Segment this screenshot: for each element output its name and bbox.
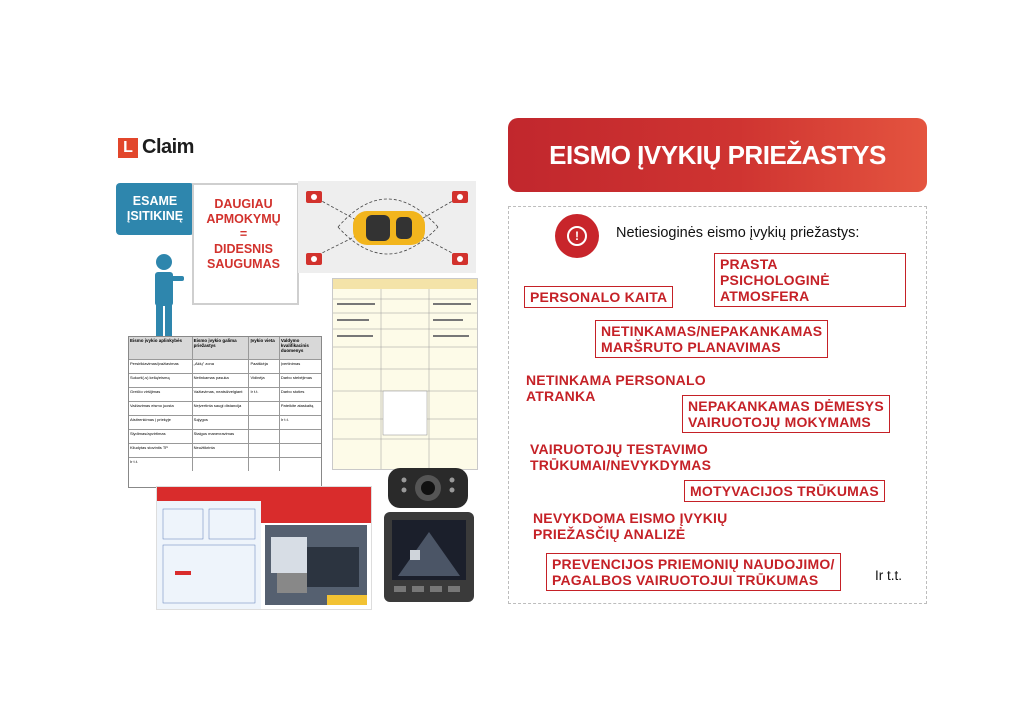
cause-text: ATRANKA xyxy=(526,388,596,404)
table-cell xyxy=(249,416,279,429)
cause-text: PREVENCIJOS PRIEMONIŲ NAUDOJIMO/ xyxy=(552,556,835,572)
car-blind-spot-illustration xyxy=(298,181,476,273)
causes-subtitle: Netiesioginės eismo įvykių priežastys: xyxy=(616,225,860,241)
page-title: EISMO ĮVYKIŲ PRIEŽASTYS xyxy=(508,118,927,192)
table-header-cell: Eismo įvykio galima priežastys xyxy=(193,337,250,359)
table-header-cell: Eismo įvykio aplinkybės xyxy=(129,337,193,359)
table-cell: Važiavimas eismo juosta xyxy=(129,402,193,415)
table-cell: Įvertinimas xyxy=(280,361,301,366)
table-cell: Netinkamas pasuka xyxy=(193,374,250,387)
table-row xyxy=(129,415,321,429)
table-cell: Neįvertinta saugi distancija xyxy=(193,402,250,415)
table-header xyxy=(129,337,321,359)
claim-logo xyxy=(118,136,194,159)
table-row xyxy=(129,429,321,443)
table-cell: Neužtikrinta xyxy=(193,444,250,457)
cause-driver-testing xyxy=(530,441,711,473)
table-cell: Darbo stoties xyxy=(280,389,305,394)
cause-text: PERSONALO KAITA xyxy=(530,289,668,305)
poster-bubble: ESAME ĮSITIKINĘ xyxy=(116,183,194,235)
incident-report-collage xyxy=(156,486,372,610)
table-cell: Slydimas/apvirtimas xyxy=(129,430,193,443)
table-cell xyxy=(249,444,279,457)
cause-text: PAGALBOS VAIRUOTOJUI TRŪKUMAS xyxy=(552,572,819,588)
table-cell: Staigus manevravimas xyxy=(193,430,250,443)
cause-text: PSICHOLOGINĖ xyxy=(720,272,830,288)
cause-no-analysis xyxy=(533,510,727,542)
table-header-cell: Valdymo kvalifikacinis duomenys xyxy=(280,338,309,353)
poster-line-3: DIDESNIS xyxy=(213,242,274,256)
logo-mark: L xyxy=(118,138,138,158)
poster-eq: = xyxy=(239,227,248,241)
table-cell: Ir t.t. xyxy=(249,388,279,401)
table-row xyxy=(129,457,321,471)
table-row xyxy=(129,373,321,387)
table-cell: Sukurti(-s) kelią/eismą xyxy=(129,374,193,387)
table-cell: Persirikiavimas/įvažiavimas xyxy=(129,360,193,373)
table-cell: Atsitrenkimas į priekyje xyxy=(129,416,193,429)
table-cell: Ir t.t. xyxy=(129,458,193,471)
table-cell: Ir t.t. xyxy=(280,417,289,422)
accident-report-form-thumbnail xyxy=(332,278,478,470)
cause-lack-of-motivation xyxy=(684,480,885,502)
table-cell: „Aklų" zona xyxy=(193,360,250,373)
table-cell xyxy=(280,430,321,443)
cause-text: NEPAKANKAMAS DĖMESYS xyxy=(688,398,884,414)
table-row xyxy=(129,401,321,415)
cause-text: VAIRUOTOJŲ TESTAVIMO xyxy=(530,441,708,457)
poster-slogan xyxy=(192,197,295,272)
cause-route-planning xyxy=(595,320,828,358)
cause-text: TRŪKUMAI/NEVYKDYMAS xyxy=(530,457,712,473)
cause-text: NEVYKDOMA EISMO ĮVYKIŲ xyxy=(533,510,728,526)
table-cell xyxy=(249,458,279,471)
table-cell xyxy=(249,430,279,443)
table-row xyxy=(129,359,321,373)
table-row xyxy=(129,387,321,401)
cause-text: ATMOSFERA xyxy=(720,288,810,304)
cause-text: MOTYVACIJOS TRŪKUMAS xyxy=(690,483,879,499)
table-cell xyxy=(249,402,279,415)
table-cell: Darbo stebėjimas xyxy=(280,375,312,380)
table-header-cell: Įvykio vieta xyxy=(249,337,279,359)
poster-line-2: APMOKYMŲ xyxy=(206,212,281,226)
cause-staff-turnover xyxy=(524,286,673,308)
cause-text: VAIRUOTOJŲ MOKYMAMS xyxy=(688,414,871,430)
accident-causes-table xyxy=(128,336,322,488)
cause-text: MARŠRUTO PLANAVIMAS xyxy=(601,339,781,355)
cause-text: PRIEŽASČIŲ ANALIZĖ xyxy=(533,526,686,542)
dashcam-icon xyxy=(380,466,478,608)
logo-text: Claim xyxy=(142,136,194,158)
exclamation-icon: ! xyxy=(567,226,587,246)
table-cell: Sąlygos xyxy=(193,416,250,429)
table-cell: Pateikite ataskaitą xyxy=(280,403,314,408)
etc-note: Ir t.t. xyxy=(875,568,902,583)
table-cell: Vidinėja xyxy=(249,374,279,387)
cause-poor-atmosphere xyxy=(714,253,906,307)
table-cell: Važiavimas, neatsižvelgiant xyxy=(193,388,250,401)
cause-prevention-measures xyxy=(546,553,841,591)
table-cell: Greičio viršijimas xyxy=(129,388,193,401)
poster-line-4: SAUGUMAS xyxy=(207,257,280,271)
cause-text: NETINKAMAS/NEPAKANKAMAS xyxy=(601,323,823,339)
table-cell xyxy=(280,444,321,457)
poster-line-1: DAUGIAU xyxy=(214,197,273,211)
warning-icon xyxy=(555,214,599,258)
cause-personnel-selection xyxy=(526,372,706,404)
cause-text: PRASTA xyxy=(720,256,778,272)
table-cell: Kliudytas stovintis TP xyxy=(129,444,193,457)
presenter-figure-icon xyxy=(148,252,184,336)
table-row xyxy=(129,443,321,457)
table-cell: Paaiškėja xyxy=(249,360,279,373)
cause-training-attention xyxy=(682,395,890,433)
table-cell xyxy=(280,458,321,471)
cause-text: NETINKAMA PERSONALO xyxy=(526,372,706,388)
table-cell xyxy=(193,458,250,471)
